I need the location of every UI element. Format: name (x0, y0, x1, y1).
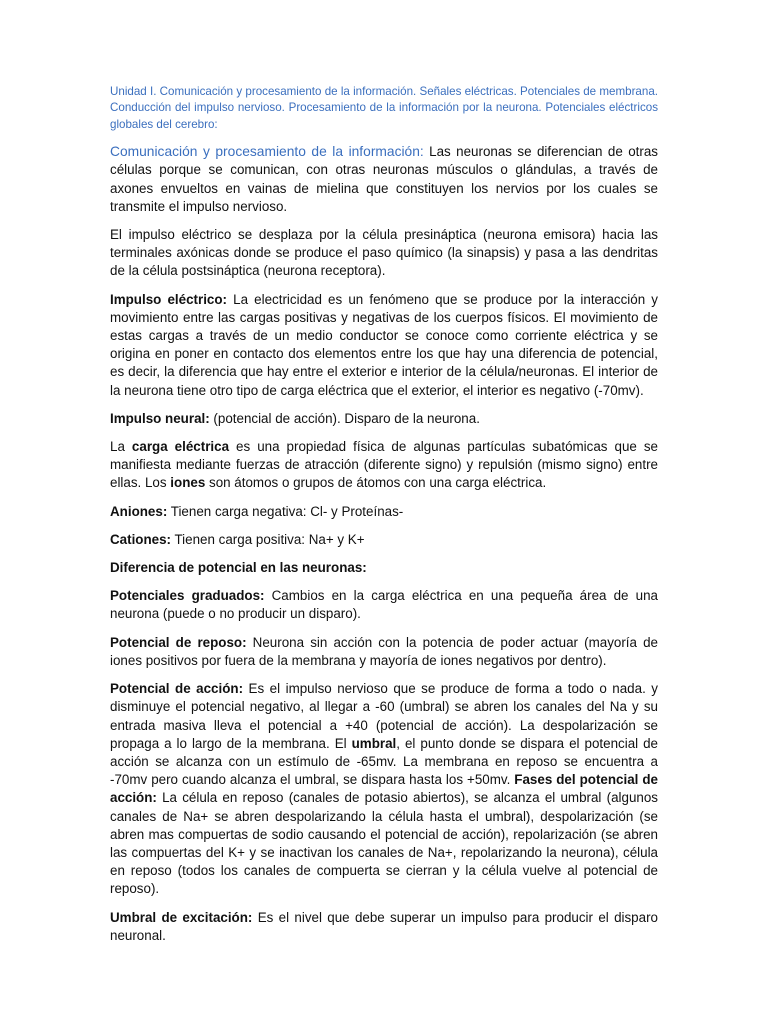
paragraph-aniones (110, 503, 658, 521)
term-label: Cationes: (110, 531, 172, 547)
paragraph-text: , el punto donde se dispara el potencial de acción se alcanza con un estímulo de -65mv. La membrana en reposo se encuentra a -70mv pero cuando alcanza el umbral, se dispara hasta los +50mv. (110, 735, 658, 788)
paragraph-text: Neurona sin acción con la potencia de poder actuar (mayoría de iones positivos por fuera de la membrana y mayoría de iones negativos por dentro). (110, 634, 658, 668)
paragraph-text: (potencial de acción). Disparo de la neurona. (209, 410, 480, 426)
term-label: Impulso eléctrico: (110, 291, 228, 307)
term-label: iones (170, 475, 206, 491)
paragraph-text: La (110, 439, 132, 455)
subheading-text: Diferencia de potencial en las neuronas: (110, 560, 367, 576)
paragraph-text: Es el nivel que debe superar un impulso para producir el disparo neuronal. (110, 909, 658, 943)
paragraph-text: La célula en reposo (canales de potasio abiertos), se alcanza el umbral (algunos canales de Na+ se abren despolarizando la célula hasta el umbral), despolarización (se abren mas compuertas de sodio causando el potencial de acción), repolarización (se abren las compuertas del K+ y se inactivan los canales de Na+, repolarizando la neurona), célula en reposo (todos los canales de compuerta se cierran y la célula vuelve al potencial de reposo). (110, 790, 658, 897)
paragraph-text: Cambios en la carga eléctrica en una pequeña área de una neurona (puede o no producir un disparo). (110, 588, 658, 622)
paragraph-cationes (110, 531, 658, 549)
paragraph-text: La electricidad es un fenómeno que se produce por la interacción y movimiento entre las cargas positivas y negativas de los cuerpos físicos. El movimiento de estas cargas a través de un medio conductor se conoce como corriente eléctrica y se origina en poner en contacto dos elementos entre los que hay una diferencia de potencial, es decir, la diferencia que hay entre el exterior e interior de la célula/neuronas. El interior de la neurona tiene otro tipo de carga eléctrica que el exterior, el interior es negativo (-70mv). (110, 291, 659, 398)
paragraph-impulso-sinapsis: El impulso eléctrico se desplaza por la célula presináptica (neurona emisora) hacia las terminales axónicas donde se produce el paso químico (la sinapsis) y pasa a las dendritas de la célula postsináptica (neurona receptora). (110, 227, 658, 279)
paragraph-carga-electrica (110, 438, 658, 493)
term-label: umbral (351, 735, 397, 751)
paragraph-impulso-neural (110, 410, 658, 428)
paragraph-impulso-electrico (110, 291, 658, 400)
paragraph-text: son átomos o grupos de átomos con una carga eléctrica. (205, 475, 547, 491)
paragraph-umbral-excitacion (110, 909, 658, 945)
unit-heading: Unidad I. Comunicación y procesamiento de la información. Señales eléctricas. Potenciales de membrana. Conducción del impulso nervioso. Procesamiento de la información por la neurona. Potenciales eléctricos globales del cerebro: (110, 85, 658, 131)
subheading-diferencia-potencial (110, 559, 658, 577)
paragraph-text: Es el impulso nervioso que se produce de forma a todo o nada. y disminuye el potencial negativo, al llegar a -60 (umbral) se abren los canales del Na y su entrada masiva lleva el potencial a +40 (potencial de acción). La despolarización se propaga a lo largo de la membrana. El (110, 681, 658, 751)
term-label: Umbral de excitación: (110, 909, 253, 925)
paragraph-potencial-reposo (110, 634, 658, 670)
term-label: Impulso neural: (110, 410, 210, 426)
paragraph-potencial-accion (110, 680, 658, 898)
term-label: Potencial de reposo: (110, 634, 247, 650)
term-label: Fases del potencial de acción: (110, 772, 658, 806)
paragraph-text: es una propiedad física de algunas partículas subatómicas que se manifiesta mediante fuerzas de atracción (diferente signo) y repulsión (mismo signo) entre ellas. Los (110, 439, 658, 491)
term-label: Aniones: (110, 503, 168, 519)
term-label: carga eléctrica (131, 439, 230, 455)
paragraph-potenciales-graduados (110, 587, 658, 623)
paragraph-text: Las neuronas se diferencian de otras células porque se comunican, con otras neuronas músculos o glándulas, a través de axones envueltos en vainas de mielina que constituyen los nervios por los cuales se transmite el impulso nervioso. (110, 144, 658, 214)
term-label: Potencial de acción: (110, 681, 244, 697)
section-lead: Comunicación y procesamiento de la información: (110, 144, 424, 160)
term-label: Potenciales graduados: (110, 588, 265, 604)
paragraph-text: Tienen carga negativa: Cl- y Proteínas- (167, 503, 404, 519)
paragraph-comunicacion (110, 143, 658, 216)
paragraph-text: Tienen carga positiva: Na+ y K+ (171, 531, 365, 547)
